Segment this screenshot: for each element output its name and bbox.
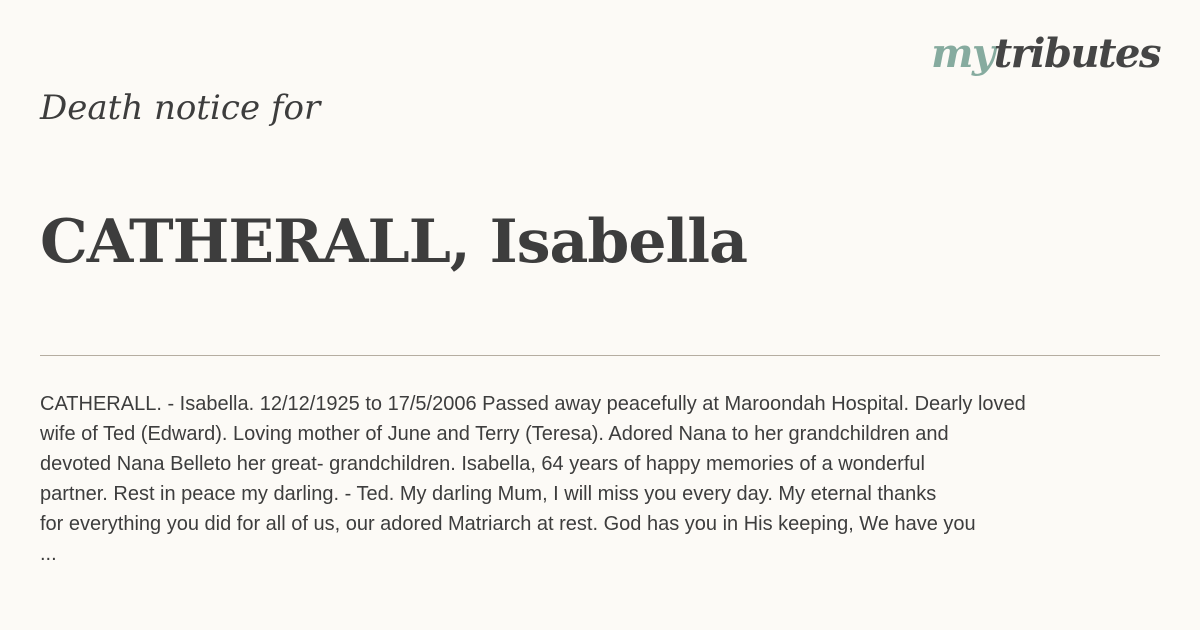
notice-text-ellipsis: ...: [40, 543, 57, 565]
notice-text-line: CATHERALL. - Isabella. 12/12/1925 to 17/5/2006 Passed away peacefully at Maroondah Hospital. Dearly loved: [40, 393, 1026, 415]
logo-tributes-text: tributes: [993, 30, 1160, 77]
notice-text: [40, 389, 1140, 569]
notice-text-line: partner. Rest in peace my darling. - Ted. My darling Mum, I will miss you every day. My eternal thanks: [40, 483, 937, 505]
death-notice-heading: Death notice for: [40, 88, 321, 128]
notice-text-line: wife of Ted (Edward). Loving mother of June and Terry (Teresa). Adored Nana to her grandchildren and: [40, 423, 949, 445]
mytributes-logo[interactable]: [931, 30, 1160, 77]
notice-text-line: devoted Nana Belleto her great- grandchildren. Isabella, 64 years of happy memories of a wonderful: [40, 453, 925, 475]
section-divider: [40, 355, 1160, 356]
notice-text-line: for everything you did for all of us, our adored Matriarch at rest. God has you in His keeping, We have you: [40, 513, 976, 535]
logo-my-text: my: [931, 30, 994, 77]
deceased-name: CATHERALL, Isabella: [40, 207, 747, 277]
